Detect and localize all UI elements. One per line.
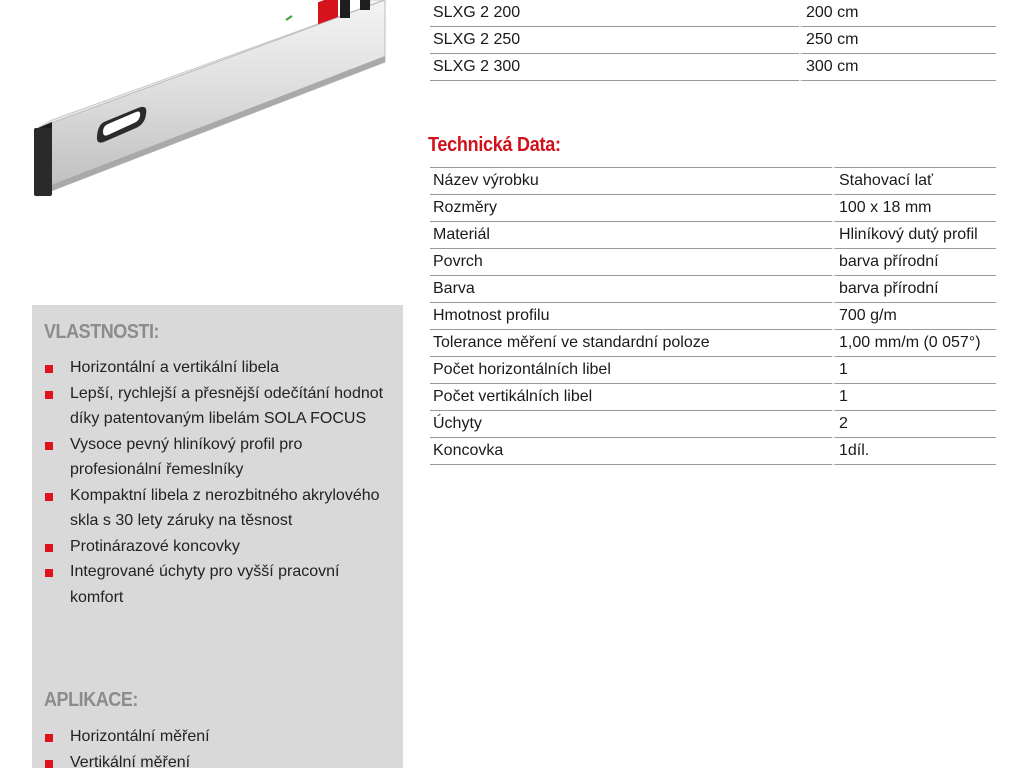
table-row xyxy=(430,167,996,195)
list-item xyxy=(44,724,394,750)
model-name: SLXG 2 200 xyxy=(430,0,799,27)
spec-label: Počet horizontálních libel xyxy=(430,357,832,384)
applications-heading: APLIKACE: xyxy=(44,689,138,712)
bullet-square-icon xyxy=(45,760,53,768)
feature-text: Kompaktní libela z nerozbitného akrylového skla s 30 lety záruky na těsnost xyxy=(70,487,380,530)
list-item xyxy=(44,534,394,560)
bullet-square-icon xyxy=(45,442,53,450)
table-row xyxy=(430,384,996,411)
bullet-square-icon xyxy=(45,365,53,373)
spec-label: Počet vertikálních libel xyxy=(430,384,832,411)
table-row xyxy=(430,357,996,384)
model-length: 300 cm xyxy=(799,54,996,81)
spec-label: Rozměry xyxy=(430,195,832,222)
bullet-square-icon xyxy=(45,544,53,552)
model-length: 200 cm xyxy=(799,0,996,27)
tech-data-table xyxy=(430,167,996,465)
model-length: 250 cm xyxy=(799,27,996,54)
spec-value: Hliníkový dutý profil xyxy=(832,222,996,249)
table-row xyxy=(430,0,996,27)
spec-value: 2 xyxy=(832,411,996,438)
list-item xyxy=(44,432,394,483)
spec-value: 1 xyxy=(832,357,996,384)
table-row xyxy=(430,195,996,222)
spec-value: 700 g/m xyxy=(832,303,996,330)
table-row xyxy=(430,303,996,330)
applications-list xyxy=(44,724,394,775)
spec-value: 1díl. xyxy=(832,438,996,465)
table-row xyxy=(430,222,996,249)
level-illustration xyxy=(0,0,410,300)
spec-value: 100 x 18 mm xyxy=(832,195,996,222)
table-row xyxy=(430,438,996,465)
spec-value: 1,00 mm/m (0 057°) xyxy=(832,330,996,357)
application-text: Vertikální měření xyxy=(70,754,190,771)
spec-label: Povrch xyxy=(430,249,832,276)
model-table xyxy=(430,0,996,81)
list-item xyxy=(44,750,394,775)
bullet-square-icon xyxy=(45,569,53,577)
table-row xyxy=(430,330,996,357)
product-image xyxy=(0,0,410,300)
list-item xyxy=(44,355,394,381)
feature-text: Horizontální a vertikální libela xyxy=(70,359,279,376)
spec-label: Název výrobku xyxy=(430,167,832,195)
bullet-square-icon xyxy=(45,391,53,399)
spec-label: Hmotnost profilu xyxy=(430,303,832,330)
model-name: SLXG 2 250 xyxy=(430,27,799,54)
spec-value: barva přírodní xyxy=(832,276,996,303)
list-item xyxy=(44,559,394,610)
feature-text: Lepší, rychlejší a přesnější odečítání hodnot díky patentovaným libelám SOLA FOCUS xyxy=(70,385,383,428)
feature-text: Protinárazové koncovky xyxy=(70,538,240,555)
spec-label: Úchyty xyxy=(430,411,832,438)
bullet-square-icon xyxy=(45,734,53,742)
list-item xyxy=(44,483,394,534)
table-row xyxy=(430,276,996,303)
spec-label: Koncovka xyxy=(430,438,832,465)
feature-text: Vysoce pevný hliníkový profil pro profesionální řemeslníky xyxy=(70,436,302,479)
table-row xyxy=(430,249,996,276)
features-heading: VLASTNOSTI: xyxy=(44,321,159,344)
tech-data-heading: Technická Data: xyxy=(428,134,561,157)
model-name: SLXG 2 300 xyxy=(430,54,799,81)
table-row xyxy=(430,411,996,438)
features-panel xyxy=(32,305,403,768)
list-item xyxy=(44,381,394,432)
spec-value: Stahovací lať xyxy=(832,167,996,195)
bullet-square-icon xyxy=(45,493,53,501)
features-list xyxy=(44,355,394,610)
table-row xyxy=(430,54,996,81)
spec-label: Barva xyxy=(430,276,832,303)
spec-value: barva přírodní xyxy=(832,249,996,276)
application-text: Horizontální měření xyxy=(70,728,210,745)
feature-text: Integrované úchyty pro vyšší pracovní komfort xyxy=(70,563,339,606)
spec-label: Materiál xyxy=(430,222,832,249)
table-row xyxy=(430,27,996,54)
spec-value: 1 xyxy=(832,384,996,411)
spec-label: Tolerance měření ve standardní poloze xyxy=(430,330,832,357)
